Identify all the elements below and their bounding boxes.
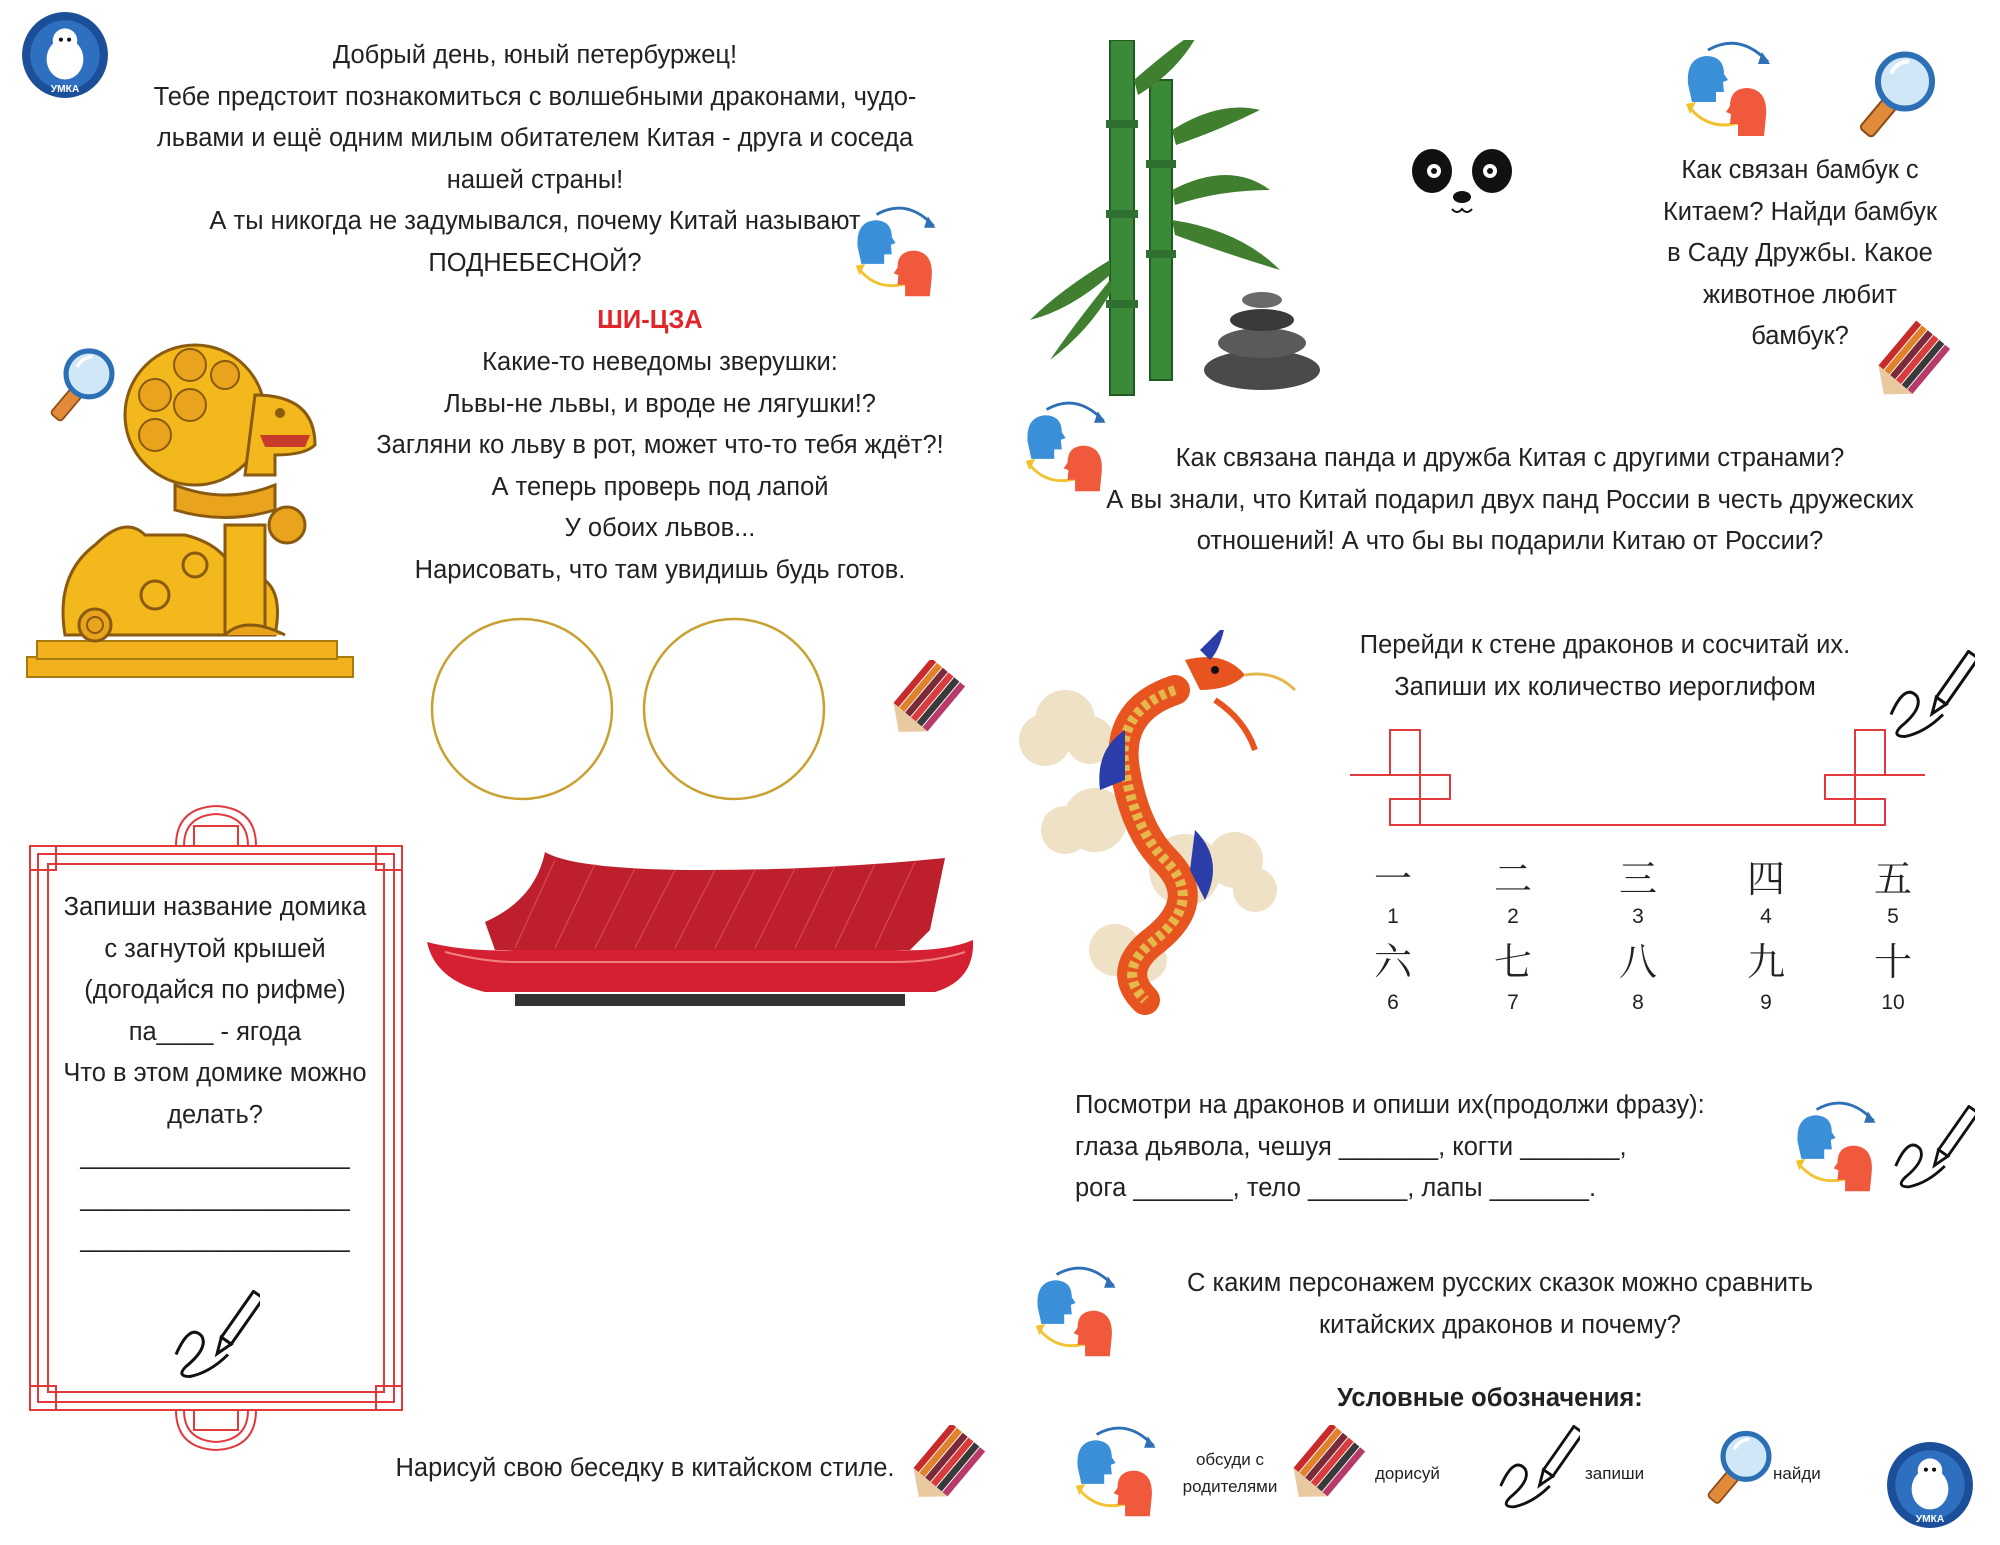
numeral-value: 3 [1632,905,1644,928]
answer-line[interactable]: ___________________ [80,1183,350,1212]
pencils-icon [885,660,970,750]
numeral-char: 八 [1618,940,1657,984]
write-icon [1890,1105,1975,1195]
house-line: с загнутой крышей [104,934,326,963]
answer-line[interactable]: ___________________ [80,1142,350,1170]
intro-text [120,35,950,284]
discuss-icon [850,205,945,300]
numeral-char: 三 [1618,857,1657,901]
house-line: Запиши название домика [63,893,367,921]
house-line: па____ - ягода [128,1017,302,1046]
gazebo-task: Нарисуй свою беседку в китайском стиле. [395,1454,895,1482]
pencils-icon [905,1425,990,1515]
dragon-wall-task [1310,625,1900,708]
intro-line: А ты никогда не задумывался, почему Китай называют [209,207,861,235]
numeral-char: 二 [1493,857,1532,901]
numeral-value: 5 [1887,905,1899,928]
legend-title: Условные обозначения: [1337,1384,1643,1412]
numeral-char: 九 [1746,940,1785,984]
dragon-wall-line: Запиши их количество иероглифом [1394,672,1816,701]
house-task [40,887,390,1261]
write-icon [170,1290,260,1385]
numeral-value: 2 [1507,905,1519,928]
panda-task [1060,438,1960,563]
intro-line: Добрый день, юный петербуржец! [332,41,738,69]
numeral-char: 四 [1746,857,1785,901]
magnifier-icon [1695,1425,1780,1515]
poem-line: Какие-то неведомы зверушки: [482,348,838,376]
bamboo-line: Как связан бамбук с [1681,156,1919,184]
numeral-char: 七 [1493,940,1532,984]
pencils-icon [1285,1425,1370,1515]
legend-draw: дорисуй [1375,1464,1440,1483]
numeral-value: 4 [1760,905,1772,928]
discuss-icon [1070,1425,1165,1520]
describe-line: глаза дьявола, чешуя _______, когти _______, [1075,1132,1627,1161]
intro-line: львами и ещё одним милым обитателем Китая - друга и соседа [156,124,914,152]
logo-top [20,10,110,100]
numeral-value: 8 [1632,991,1644,1014]
house-line: делать? [167,1100,263,1129]
numeral-value: 9 [1760,991,1772,1014]
numeral-value: 7 [1507,991,1519,1014]
numeral-value: 10 [1881,991,1905,1014]
panda-face-image [1410,145,1515,225]
discuss-icon [1030,1265,1125,1360]
panda-line: А вы знали, что Китай подарил двух панд России в честь дружеских [1106,485,1914,514]
pavilion-roof-image [425,850,985,1020]
dragon-wall-line: Перейди к стене драконов и сосчитай их. [1359,631,1851,659]
numeral-char: 一 [1373,857,1412,901]
intro-line: ПОДНЕБЕСНОЙ? [428,248,642,277]
describe-task [1075,1085,1795,1210]
bamboo-line: Китаем? Найди бамбук [1662,197,1938,226]
svg-text:УМКА: УМКА [50,83,80,95]
legend-discuss-line: обсуди с [1195,1450,1265,1469]
drawing-circle-right[interactable] [644,619,824,799]
intro-line: Тебе предстоит познакомиться с волшебными драконами, чудо- [153,82,917,111]
legend-discuss-line: родителями [1182,1477,1278,1496]
stones-image [1200,285,1325,390]
bamboo-line: бамбук? [1751,322,1849,350]
lion-statue-image [25,335,355,680]
discuss-icon [1680,40,1780,140]
compare-line: С каким персонажем русских сказок можно сравнить [1187,1269,1813,1297]
dragon-image [1005,630,1325,1015]
drawing-circle-left[interactable] [432,619,612,799]
magnifier-icon [1845,45,1945,150]
legend-find: найди [1773,1464,1821,1483]
legend-write: запиши [1585,1464,1645,1483]
poem-line: Нарисовать, что там увидишь будь готов. [414,555,906,584]
answer-line[interactable]: ___________________ [80,1225,350,1253]
character-answer-frame[interactable] [1350,725,1925,830]
bamboo-line: животное любит [1703,280,1897,309]
describe-line: Посмотри на драконов и опиши их(продолжи фразу): [1075,1091,1705,1119]
poem-line: Загляни ко льву в рот, может что-то тебя ждёт?! [376,431,944,459]
poem-line: У обоих львов... [564,514,756,542]
bamboo-line: в Саду Дружбы. Какое [1667,239,1933,267]
write-icon [1495,1425,1580,1515]
numeral-value: 1 [1387,905,1399,928]
numeral-char: 五 [1873,857,1912,901]
numeral-char: 六 [1373,940,1412,984]
describe-line: рога _______, тело _______, лапы _______. [1075,1174,1597,1202]
discuss-icon [1790,1100,1885,1195]
compare-task [1120,1263,1880,1346]
numeral-char: 十 [1873,940,1912,984]
svg-text:УМКА: УМКА [1915,1513,1945,1525]
house-line: Что в этом домике можно [63,1059,367,1087]
shiza-poem [330,342,990,591]
pencils-icon [1870,320,1955,415]
panda-line: отношений! А что бы вы подарили Китаю от России? [1196,527,1824,555]
poem-line: Львы-не львы, и вроде не лягушки!? [444,389,876,418]
logo-bottom [1885,1440,1975,1530]
numeral-value: 6 [1387,991,1399,1014]
intro-line: нашей страны! [446,165,624,194]
poem-line: А теперь проверь под лапой [491,472,829,501]
legend-discuss [1165,1446,1295,1500]
shiza-title: ШИ-ЦЗА [597,306,703,334]
house-line: (догодайся по рифме) [84,976,346,1004]
compare-line: китайских драконов и почему? [1319,1310,1681,1339]
drawing-circles[interactable] [430,615,830,810]
panda-line: Как связана панда и дружба Китая с другими странами? [1175,444,1845,472]
